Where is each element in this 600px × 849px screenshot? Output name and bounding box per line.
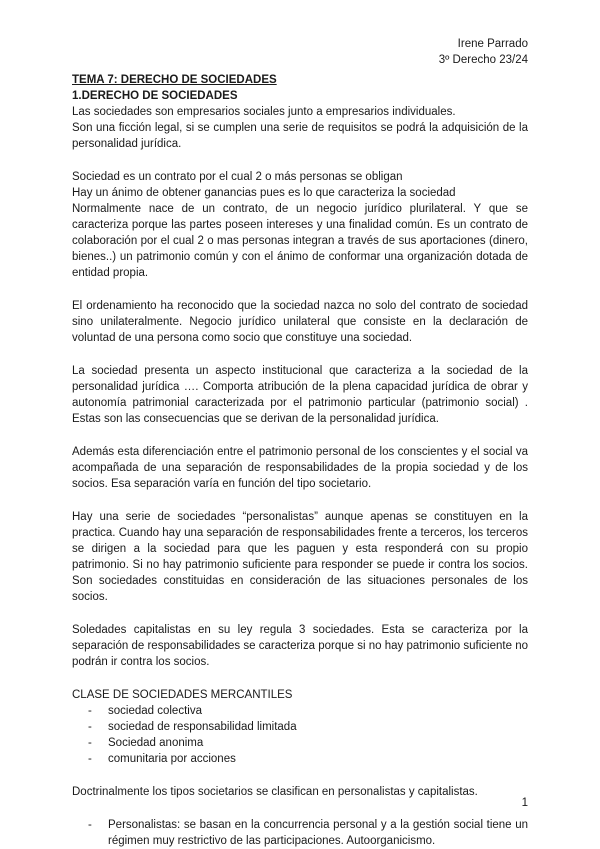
header-course: 3º Derecho 23/24 <box>438 54 528 66</box>
paragraph: Normalmente nace de un contrato, de un negocio jurídico plurilateral. Y que se caracteriza porque las partes poseen intereses y una finalidad común. Es un contrato de colaboración por el cual 2 o mas personas integran a través de sus aportaciones (dinero, bienes..) un patrimonio común y con el ánimo de conformar una organización dotada de entidad propia. <box>72 203 528 279</box>
paragraph: Soledades capitalistas en su ley regula 3 sociedades. Esta se caracteriza por la separación de responsabilidades se caracteriza porque si no hay patrimonio suficiente no podrán ir contra los socios. <box>72 624 528 668</box>
paragraph: Las sociedades son empresarios sociales junto a empresarios individuales. <box>72 106 456 118</box>
paragraph: El ordenamiento ha reconocido que la sociedad nazca no solo del contrato de sociedad sino unilateralmente. Negocio jurídico unilateral que consiste en la declaración de voluntad de una persona como socio que constituye una sociedad. <box>72 300 528 344</box>
paragraph: Son una ficción legal, si se cumplen una serie de requisitos se podrá la adquisición de la personalidad jurídica. <box>72 122 528 150</box>
page-number: 1 <box>521 797 528 809</box>
clases-heading: CLASE DE SOCIEDADES MERCANTILES <box>72 689 293 701</box>
paragraph: La sociedad presenta un aspecto institucional que caracteriza a la sociedad de la personalidad jurídica …. Comporta atribución de la plena capacidad jurídica de obrar y autonomía patrimonial caracterizada por el patrimonio particular (patrimonio social) . Estas son las consecuencias que se derivan de la personalidad jurídica. <box>72 365 528 425</box>
page-header <box>439 36 528 68</box>
list-item: - Sociedad anonima <box>88 735 528 751</box>
personalistas-bullet: - Personalistas: se basan en la concurrencia personal y a la gestión social tiene un régimen muy restrictivo de las participaciones. Autoorganicismo. <box>72 817 528 849</box>
document-title: TEMA 7: DERECHO DE SOCIEDADES <box>72 74 277 86</box>
paragraph: Sociedad es un contrato por el cual 2 o más personas se obligan <box>72 171 403 183</box>
section-title: 1.DERECHO DE SOCIEDADES <box>72 90 238 102</box>
paragraph: Además esta diferenciación entre el patrimonio personal de los conscientes y el social va acompañada de una separación de responsabilidades de la propia sociedad y de los socios. Esa separación varía en función del tipo societario. <box>72 446 528 490</box>
clases-list <box>72 703 528 767</box>
paragraph: Doctrinalmente los tipos societarios se clasifican en personalistas y capitalistas. <box>72 786 478 798</box>
paragraph: Hay una serie de sociedades “personalistas” aunque apenas se constituyen en la practica. Cuando hay una separación de responsabilidades frente a terceros, los terceros se dirigen a la sociedad para que les paguen y esta responderá con su propio patrimonio. Si no hay patrimonio suficiente para responder se puede ir contra los socios. Son sociedades constituidas en consideración de las situaciones personales de los socios. <box>72 511 528 603</box>
list-item: - sociedad de responsabilidad limitada <box>88 719 528 735</box>
header-author: Irene Parrado <box>457 38 528 50</box>
list-item: - sociedad colectiva <box>88 703 528 719</box>
paragraph: Hay un ánimo de obtener ganancias pues es lo que caracteriza la sociedad <box>72 187 456 199</box>
list-item: - comunitaria por acciones <box>88 751 528 767</box>
document-body <box>72 72 528 849</box>
